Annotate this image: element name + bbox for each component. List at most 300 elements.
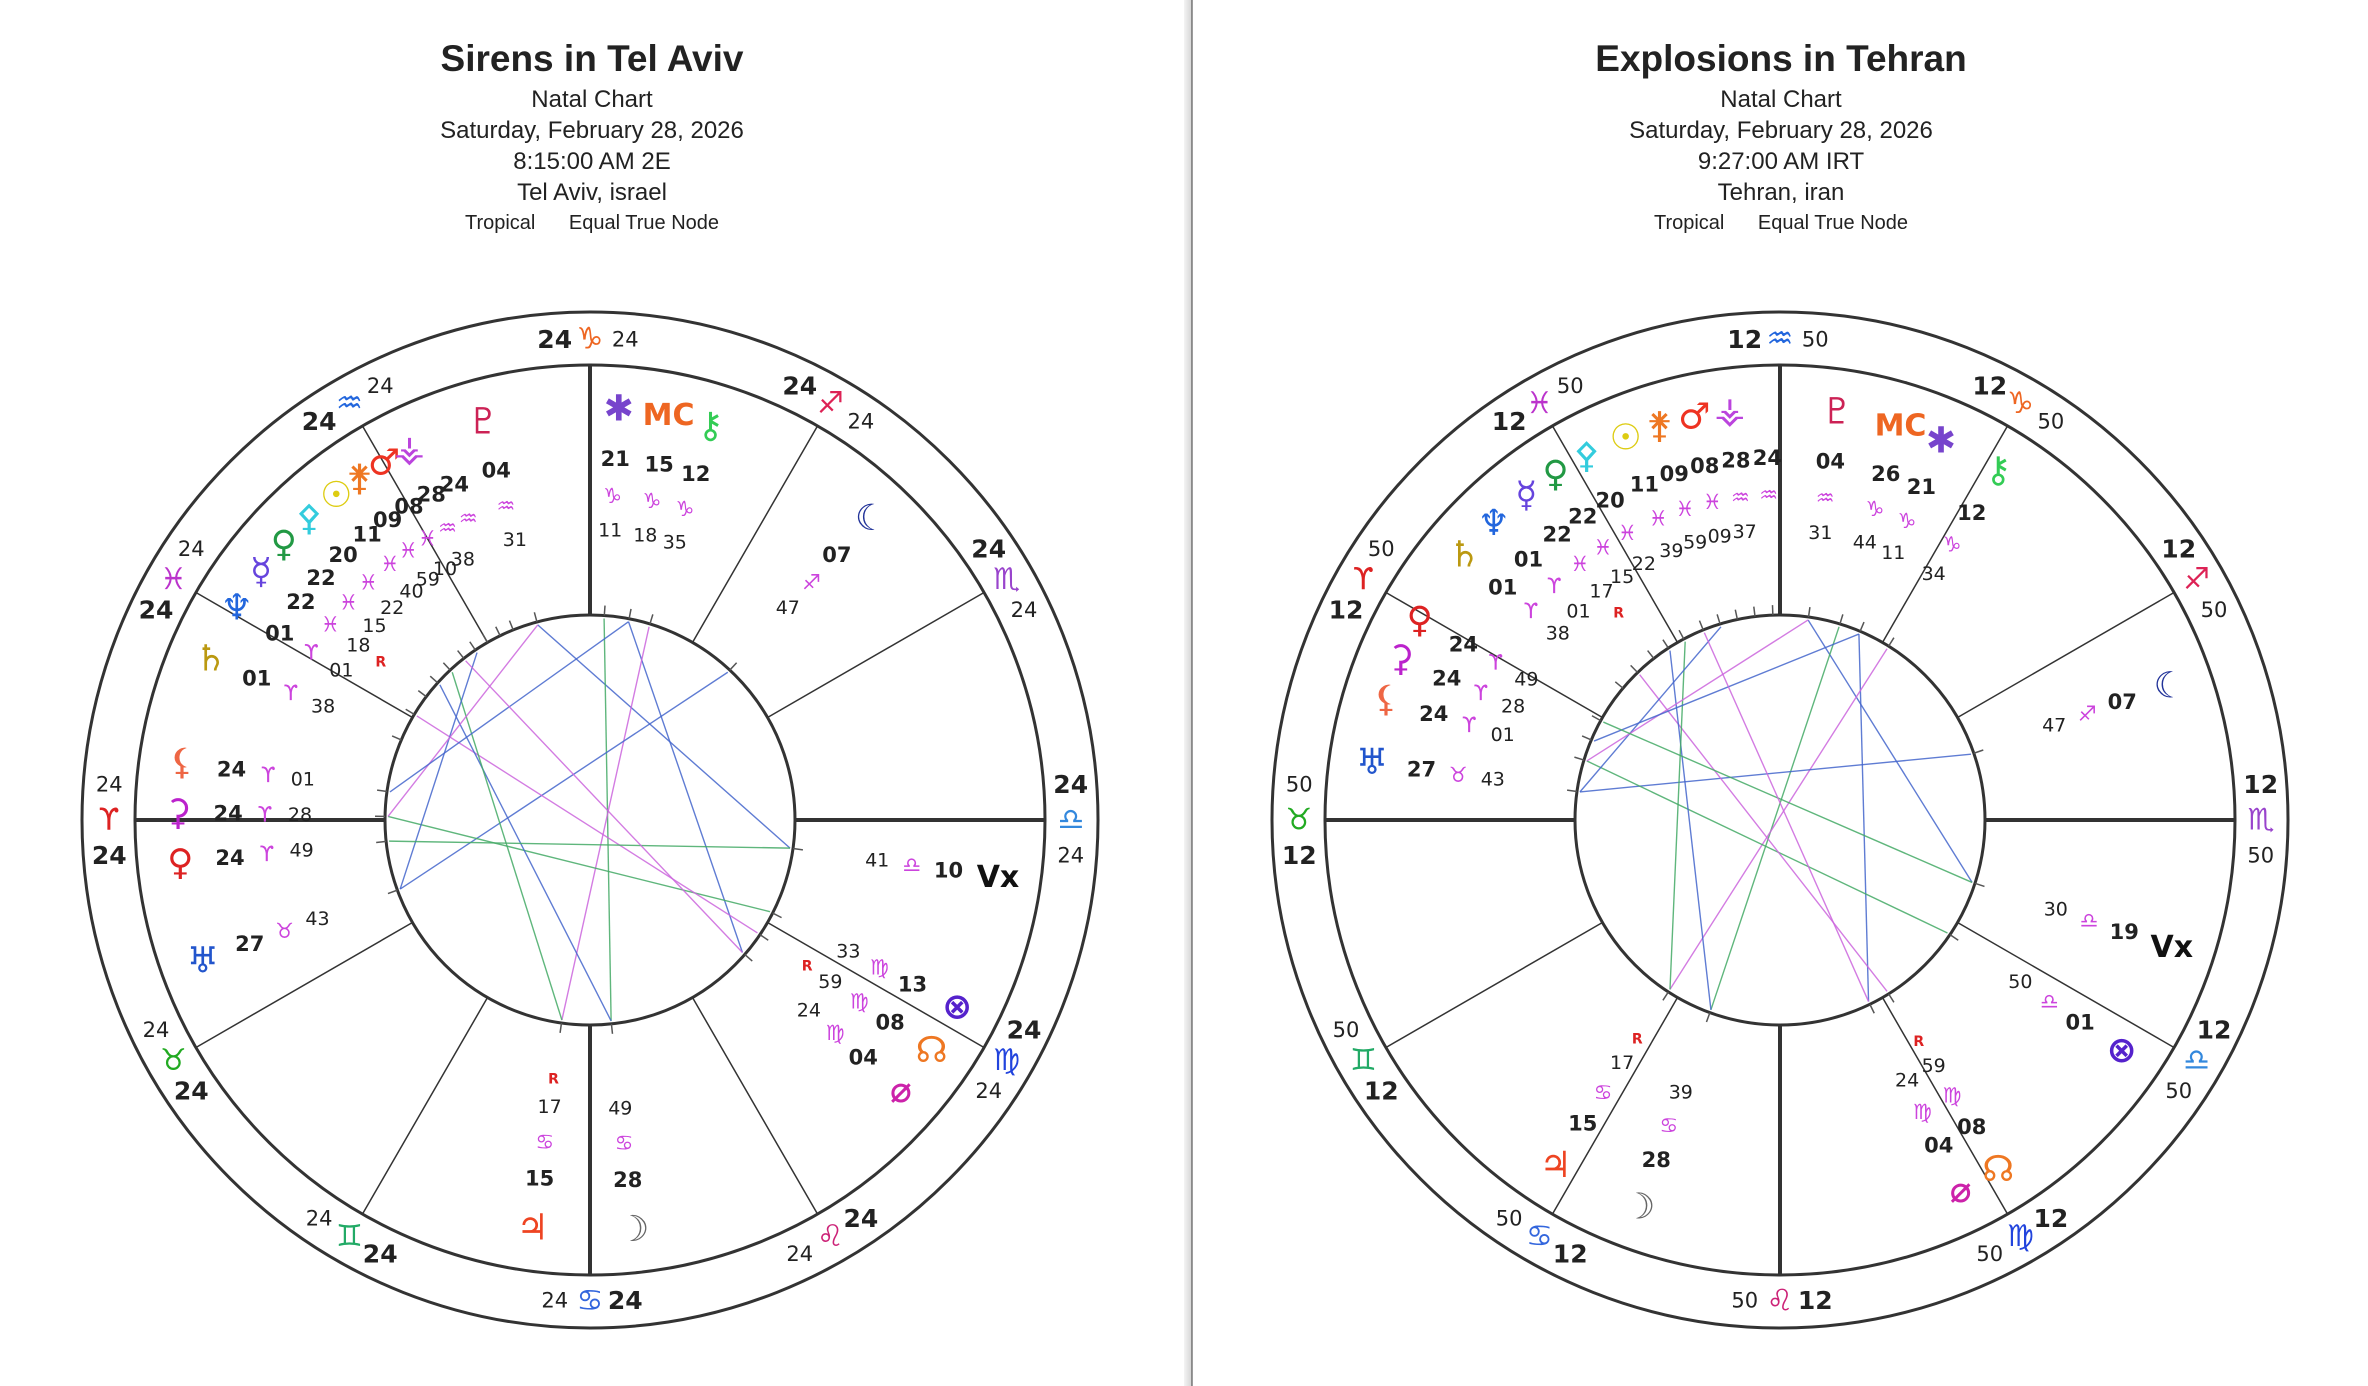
cusp-sign-glyph: ♎: [1057, 802, 1085, 838]
planet-tick: [1870, 1004, 1874, 1013]
planet-degree: 22: [286, 590, 316, 615]
planet-minute: 31: [502, 528, 527, 551]
planet-sign: ♑: [1865, 497, 1885, 522]
cusp-minute: 24: [786, 1242, 814, 1266]
planet-glyph: MC: [1874, 408, 1927, 444]
planet-degree: 12: [1957, 501, 1987, 525]
planet-tick: [1735, 610, 1737, 620]
planet-tick: [388, 890, 397, 893]
cusp-degree: 12: [1797, 1286, 1833, 1316]
planet-tick: [1889, 994, 1894, 1002]
planet-glyph: ♆: [1477, 503, 1510, 545]
cusp-minute: 50: [1495, 1206, 1523, 1231]
planet-tick: [1699, 621, 1703, 630]
planet-glyph: ✱: [603, 388, 634, 430]
cusp-sign-glyph: ♏: [2247, 802, 2275, 838]
planet-minute: 11: [1881, 542, 1906, 565]
planet-degree: 24: [1419, 702, 1449, 727]
planet-minute: 22: [1631, 552, 1656, 575]
planet-minute: 59: [415, 568, 440, 591]
planet-tick: [1975, 883, 1985, 886]
planet-degree: 20: [328, 543, 358, 568]
planet-degree: 09: [1659, 461, 1689, 486]
cusp-minute: 50: [1801, 327, 1829, 352]
planet-tick: [1889, 638, 1894, 646]
planet-glyph: ♃: [1539, 1145, 1572, 1186]
cusp-degree: 24: [1006, 1015, 1042, 1045]
planet-sign: ♓: [1593, 535, 1613, 560]
planet-glyph: ♇: [467, 401, 500, 443]
page-divider: [1184, 0, 1194, 1386]
planet-tick: [430, 676, 437, 683]
planet-tick: [470, 642, 476, 650]
planet-sign: ♓: [1702, 490, 1722, 515]
planet-degree: 15: [644, 452, 674, 477]
planet-minute: 47: [2042, 714, 2067, 737]
planet-glyph: ☿: [1515, 474, 1538, 516]
planet-glyph: ⚸: [168, 742, 196, 784]
planet-sign: ♍: [870, 955, 890, 980]
chart-panel-tehran: [1194, 0, 2368, 1386]
planet-minute: 49: [608, 1097, 633, 1120]
planet-degree: 24: [1752, 446, 1783, 471]
planet-degree: 07: [822, 543, 852, 568]
planet-degree: 01: [242, 666, 272, 691]
planet-tick: [1615, 682, 1623, 688]
cusp-minute: 50: [1332, 1017, 1360, 1042]
planet-sign: ♋: [535, 1129, 555, 1154]
aspect-line: [1704, 633, 1868, 1002]
planet-sign: ♎: [2079, 908, 2099, 933]
planet-glyph: ♂: [367, 442, 401, 484]
cusp-degree: 12: [1727, 324, 1763, 354]
planet-degree: 11: [1629, 472, 1660, 497]
chart-header: [0, 38, 1184, 238]
planet-minute: 59: [818, 971, 843, 994]
planet-tick: [377, 790, 387, 791]
planet-glyph: ⚵: [346, 457, 373, 499]
cusp-minute: 24: [95, 772, 123, 797]
planet-tick: [560, 1023, 561, 1033]
cusp-minute: 50: [2200, 598, 2228, 623]
planet-degree: 13: [897, 972, 928, 997]
planet-tick: [418, 691, 426, 697]
house-cusp-line: [768, 593, 985, 718]
cusp-sign-glyph: ♏: [993, 562, 1021, 597]
chart-header: [1194, 38, 2368, 238]
planet-glyph: ⚳: [164, 792, 192, 834]
planet-tick: [458, 651, 464, 659]
planet-tick: [392, 736, 401, 740]
aspect-line: [389, 841, 790, 848]
planet-glyph: ⚶: [1714, 390, 1746, 432]
planet-degree: 19: [2109, 919, 2139, 944]
cusp-sign-glyph: ♉: [1285, 802, 1313, 838]
planet-minute: 17: [1610, 1052, 1635, 1075]
planet-degree: 21: [600, 446, 630, 471]
planet-glyph: ☊: [915, 1029, 948, 1071]
planet-tick: [773, 913, 782, 918]
planet-sign: ♓: [418, 526, 437, 551]
planet-tick: [1663, 640, 1668, 648]
cusp-degree: 24: [91, 840, 127, 870]
planet-sign: ♒: [1759, 483, 1779, 508]
cusp-sign-glyph: ♊: [336, 1219, 363, 1255]
planet-sign: ♓: [1617, 521, 1637, 545]
cusp-sign-glyph: ♉: [159, 1043, 187, 1078]
planet-minute: 01: [1490, 724, 1515, 747]
planet-tick: [611, 1024, 612, 1034]
cusp-degree: 12: [2243, 770, 2279, 800]
planet-glyph: ✱: [1925, 420, 1957, 462]
planet-minute: 17: [1589, 580, 1614, 603]
planet-degree: 15: [524, 1166, 555, 1191]
cusp-degree: 24: [607, 1286, 643, 1316]
planet-sign: ϒ: [1461, 713, 1477, 737]
cusp-minute: 24: [177, 537, 205, 562]
cusp-minute: 50: [2247, 843, 2275, 868]
cusp-degree: 24: [782, 371, 818, 401]
planet-minute: 37: [1732, 521, 1757, 544]
planet-glyph: ⊗: [2106, 1029, 2137, 1071]
planet-degree: 20: [1595, 488, 1625, 513]
cusp-degree: 12: [1328, 595, 1364, 625]
planet-tick: [443, 663, 450, 670]
planet-degree: 28: [1721, 448, 1751, 473]
cusp-degree: 12: [1281, 840, 1317, 870]
retrograde-mark: R: [1631, 1031, 1643, 1048]
planet-degree: 28: [416, 482, 446, 507]
house-option: Equal True Node: [1757, 212, 1909, 234]
planet-tick: [1717, 614, 1720, 624]
planet-sign: ♎: [902, 853, 922, 878]
chart-place: Tel Aviv, israel: [517, 179, 667, 206]
planet-degree: 22: [1542, 522, 1572, 547]
planet-glyph: ⚳: [1387, 638, 1414, 680]
planet-glyph: ☊: [1982, 1148, 2015, 1190]
planet-degree: 04: [848, 1045, 878, 1070]
planet-tick: [1809, 607, 1810, 617]
planet-tick: [1706, 1013, 1709, 1022]
cusp-degree: 12: [2161, 534, 2197, 564]
planet-degree: 10: [933, 858, 964, 883]
house-cusp-line: [196, 923, 413, 1048]
planet-tick: [604, 606, 605, 616]
planet-minute: 18: [633, 524, 658, 547]
planet-glyph: ♃: [516, 1207, 549, 1249]
cusp-minute: 50: [1367, 537, 1395, 562]
planet-glyph: ☾: [854, 498, 888, 540]
chart-options: [1194, 208, 2368, 238]
cusp-sign-glyph: ♎: [2183, 1043, 2211, 1078]
planet-tick: [1840, 614, 1843, 624]
planet-sign: ♓: [320, 612, 340, 637]
planet-glyph: ♆: [220, 587, 253, 629]
planet-tick: [730, 663, 737, 670]
retrograde-mark: R: [801, 958, 813, 975]
cusp-minute: 24: [847, 409, 875, 434]
cusp-minute: 24: [541, 1288, 569, 1313]
planet-minute: 40: [399, 580, 424, 603]
planet-tick: [1567, 790, 1577, 791]
planet-sign: ♒: [1730, 485, 1750, 510]
planet-sign: ♋: [1659, 1113, 1679, 1138]
planet-glyph: Vx: [2150, 929, 2194, 965]
planet-minute: 43: [305, 908, 330, 931]
aspect-line: [1603, 722, 1972, 882]
planet-minute: 50: [2008, 971, 2033, 994]
chart-subtitle: Natal Chart: [531, 86, 653, 113]
planet-minute: 35: [662, 531, 687, 554]
planet-sign: ϒ: [259, 842, 275, 866]
aspect-line: [1808, 620, 1972, 882]
planet-glyph: ♀: [167, 842, 194, 884]
cusp-degree: 12: [1972, 371, 2008, 401]
aspect-line: [440, 685, 611, 1021]
planet-glyph: ⚷: [1985, 450, 2012, 492]
planet-sign: ϒ: [304, 640, 319, 665]
planet-sign: ϒ: [283, 681, 299, 705]
planet-glyph: ☾: [2153, 665, 2186, 707]
planet-degree: 08: [394, 494, 424, 519]
planet-minute: 59: [1921, 1054, 1946, 1077]
planet-minute: 15: [1610, 565, 1635, 588]
planet-degree: 09: [372, 507, 403, 532]
planet-degree: 21: [1906, 474, 1937, 499]
planet-minute: 39: [1659, 540, 1684, 563]
planet-degree: 07: [2107, 690, 2137, 715]
cusp-sign-glyph: ♍: [993, 1043, 1021, 1078]
planet-degree: 12: [681, 461, 711, 486]
planet-minute: 43: [1480, 768, 1505, 791]
planet-tick: [496, 627, 500, 636]
cusp-sign-glyph: ♑: [576, 321, 604, 357]
cusp-sign-glyph: ♍: [2007, 1219, 2034, 1255]
planet-glyph: ♄: [194, 638, 227, 680]
aspect-line: [604, 618, 611, 1020]
chart-subtitle: Natal Chart: [1720, 86, 1842, 113]
cusp-degree: 24: [537, 324, 573, 354]
planet-sign: ♑: [1942, 532, 1962, 557]
planet-degree: 08: [875, 1010, 905, 1035]
planet-glyph: ♇: [1821, 391, 1854, 433]
cusp-minute: 24: [1057, 843, 1085, 868]
chart-date: Saturday, February 28, 2026: [1629, 117, 1933, 144]
planet-tick: [1582, 736, 1591, 740]
planet-degree: 15: [1568, 1111, 1598, 1136]
aspect-line: [452, 672, 562, 1020]
planet-degree: 28: [1641, 1148, 1671, 1173]
planet-sign: ♍: [849, 989, 869, 1014]
planet-degree: 01: [1488, 575, 1518, 600]
planet-glyph: ⌀: [890, 1069, 912, 1111]
planet-degree: 04: [1924, 1133, 1954, 1158]
planet-sign: ϒ: [257, 802, 273, 827]
aspect-line: [1580, 627, 1721, 792]
cusp-sign-glyph: ♊: [1349, 1043, 1377, 1078]
cusp-minute: 24: [142, 1017, 170, 1042]
planet-sign: ♉: [1448, 762, 1468, 787]
cusp-degree: 24: [362, 1239, 398, 1269]
cusp-minute: 24: [1010, 598, 1038, 623]
planet-tick: [1754, 607, 1755, 617]
planet-glyph: ⌀: [1949, 1169, 1972, 1211]
planet-minute: 09: [1707, 525, 1732, 548]
cusp-minute: 50: [1731, 1288, 1759, 1313]
planet-sign: ♓: [398, 538, 418, 563]
planet-degree: 24: [439, 472, 470, 497]
planet-sign: ♒: [1815, 486, 1835, 511]
planet-sign: ♍: [1913, 1100, 1932, 1125]
cusp-sign-glyph: ♐: [817, 385, 844, 421]
chart-place: Tehran, iran: [1717, 179, 1845, 206]
planet-minute: 47: [775, 596, 800, 619]
planet-sign: ♉: [275, 919, 295, 944]
planet-glyph: ☉: [320, 474, 353, 516]
planet-sign: ♒: [438, 515, 457, 540]
planet-tick: [629, 609, 631, 619]
cusp-minute: 50: [1556, 374, 1584, 398]
cusp-degree: 24: [301, 406, 337, 436]
planet-degree: 24: [1448, 632, 1479, 657]
planet-minute: 18: [346, 634, 371, 657]
cusp-minute: 50: [2165, 1078, 2193, 1103]
planet-sign: ♐: [2077, 702, 2097, 727]
cusp-sign-glyph: ♐: [2183, 562, 2211, 597]
planet-minute: 17: [537, 1096, 562, 1119]
aspect-line: [417, 716, 758, 933]
cusp-degree: 24: [138, 595, 174, 625]
planet-degree: 27: [1406, 757, 1437, 782]
cusp-sign-glyph: ♒: [1766, 321, 1794, 357]
planet-degree: 27: [235, 931, 265, 956]
planet-minute: 38: [450, 548, 475, 571]
chart-title: Explosions in Tehran: [1595, 38, 1967, 79]
house-option: Equal True Node: [568, 212, 720, 234]
planet-tick: [745, 954, 753, 961]
chart-wheel: [1260, 300, 2300, 1340]
planet-degree: 24: [1432, 666, 1462, 691]
planet-degree: 01: [1513, 547, 1544, 572]
planet-sign: ϒ: [1546, 574, 1562, 599]
planet-glyph: ⚴: [1573, 435, 1600, 477]
cusp-minute: 50: [2037, 409, 2065, 434]
planet-glyph: ♄: [1448, 534, 1481, 576]
chart-options: [0, 208, 1184, 238]
planet-glyph: MC: [642, 398, 695, 434]
planet-minute: 22: [380, 596, 405, 619]
zodiac-option: Tropical: [464, 212, 536, 234]
planet-minute: 15: [362, 615, 387, 637]
planet-glyph: Vx: [976, 859, 1020, 895]
planet-minute: 01: [290, 768, 315, 791]
planet-sign: ♋: [614, 1131, 634, 1156]
planet-tick: [376, 841, 386, 842]
planet-tick: [1574, 757, 1584, 760]
planet-glyph: ⊗: [942, 986, 973, 1028]
retrograde-mark: R: [1613, 605, 1625, 622]
house-cusp-line: [1958, 593, 2175, 718]
planet-minute: 34: [1921, 563, 1946, 586]
cusp-minute: 50: [1285, 772, 1313, 797]
planet-glyph: ☽: [616, 1209, 650, 1251]
cusp-sign-glyph: ♒: [336, 385, 363, 421]
aspect-line: [629, 622, 743, 953]
planet-minute: 49: [1514, 668, 1539, 691]
planet-tick: [650, 614, 653, 624]
planet-minute: 24: [796, 999, 821, 1022]
chart-time: 9:27:00 AM IRT: [1697, 148, 1865, 175]
cusp-degree: 24: [173, 1076, 209, 1106]
planet-glyph: ♀: [270, 523, 297, 565]
planet-sign: ♑: [1897, 508, 1917, 533]
planet-glyph: ♂: [1678, 396, 1711, 438]
planet-tick: [1648, 651, 1654, 659]
planet-sign: ϒ: [1473, 681, 1489, 705]
aspect-line: [400, 653, 477, 890]
planet-sign: ♑: [603, 483, 623, 508]
cusp-degree: 12: [2033, 1204, 2069, 1234]
planet-sign: ♍: [825, 1021, 845, 1046]
aspect-line: [1711, 627, 1839, 1010]
planet-minute: 11: [598, 519, 623, 542]
planet-minute: 01: [329, 659, 354, 682]
planet-tick: [1950, 935, 1958, 941]
planet-tick: [1663, 992, 1668, 1000]
planet-sign: ♓: [1570, 551, 1590, 576]
house-cusp-line: [1386, 923, 1603, 1048]
planet-minute: 49: [289, 839, 314, 862]
cusp-degree: 12: [2196, 1015, 2232, 1045]
cusp-sign-glyph: ♓: [1526, 385, 1553, 421]
planet-degree: 01: [2065, 1010, 2095, 1035]
planet-degree: 08: [1690, 453, 1720, 478]
planet-degree: 11: [352, 522, 382, 547]
chart-date: Saturday, February 28, 2026: [440, 117, 744, 144]
chart-wheel: [70, 300, 1110, 1340]
planet-minute: 10: [432, 557, 458, 580]
planet-glyph: ⚵: [1646, 405, 1673, 447]
planet-degree: 01: [265, 621, 295, 646]
planet-minute: 38: [1545, 622, 1570, 645]
planet-degree: 22: [306, 565, 336, 590]
chart-time: 8:15:00 AM 2E: [513, 148, 671, 175]
planet-glyph: ☽: [1622, 1186, 1656, 1228]
planet-minute: 41: [865, 849, 890, 872]
aspect-line: [1859, 634, 1869, 1001]
planet-degree: 22: [1568, 504, 1598, 529]
planet-sign: ♒: [458, 506, 478, 531]
cusp-minute: 24: [611, 327, 639, 352]
cusp-sign-glyph: ϒ: [1352, 562, 1374, 597]
planet-tick: [1860, 622, 1864, 631]
aspect-line: [1587, 761, 1948, 933]
planet-tick: [1631, 665, 1638, 672]
planet-glyph: ♀: [1406, 599, 1433, 641]
planet-tick: [534, 612, 537, 622]
planet-minute: 38: [311, 695, 336, 718]
planet-tick: [483, 634, 488, 643]
planet-sign: ϒ: [260, 762, 276, 787]
planet-sign: ♓: [380, 551, 400, 576]
cusp-sign-glyph: ♑: [2007, 385, 2034, 421]
cusp-minute: 50: [1976, 1242, 2004, 1266]
cusp-degree: 24: [1053, 770, 1089, 800]
planet-degree: 04: [1815, 449, 1846, 474]
planet-sign: ♑: [675, 497, 695, 522]
retrograde-mark: R: [548, 1071, 559, 1088]
planet-glyph: ⚴: [295, 498, 323, 540]
